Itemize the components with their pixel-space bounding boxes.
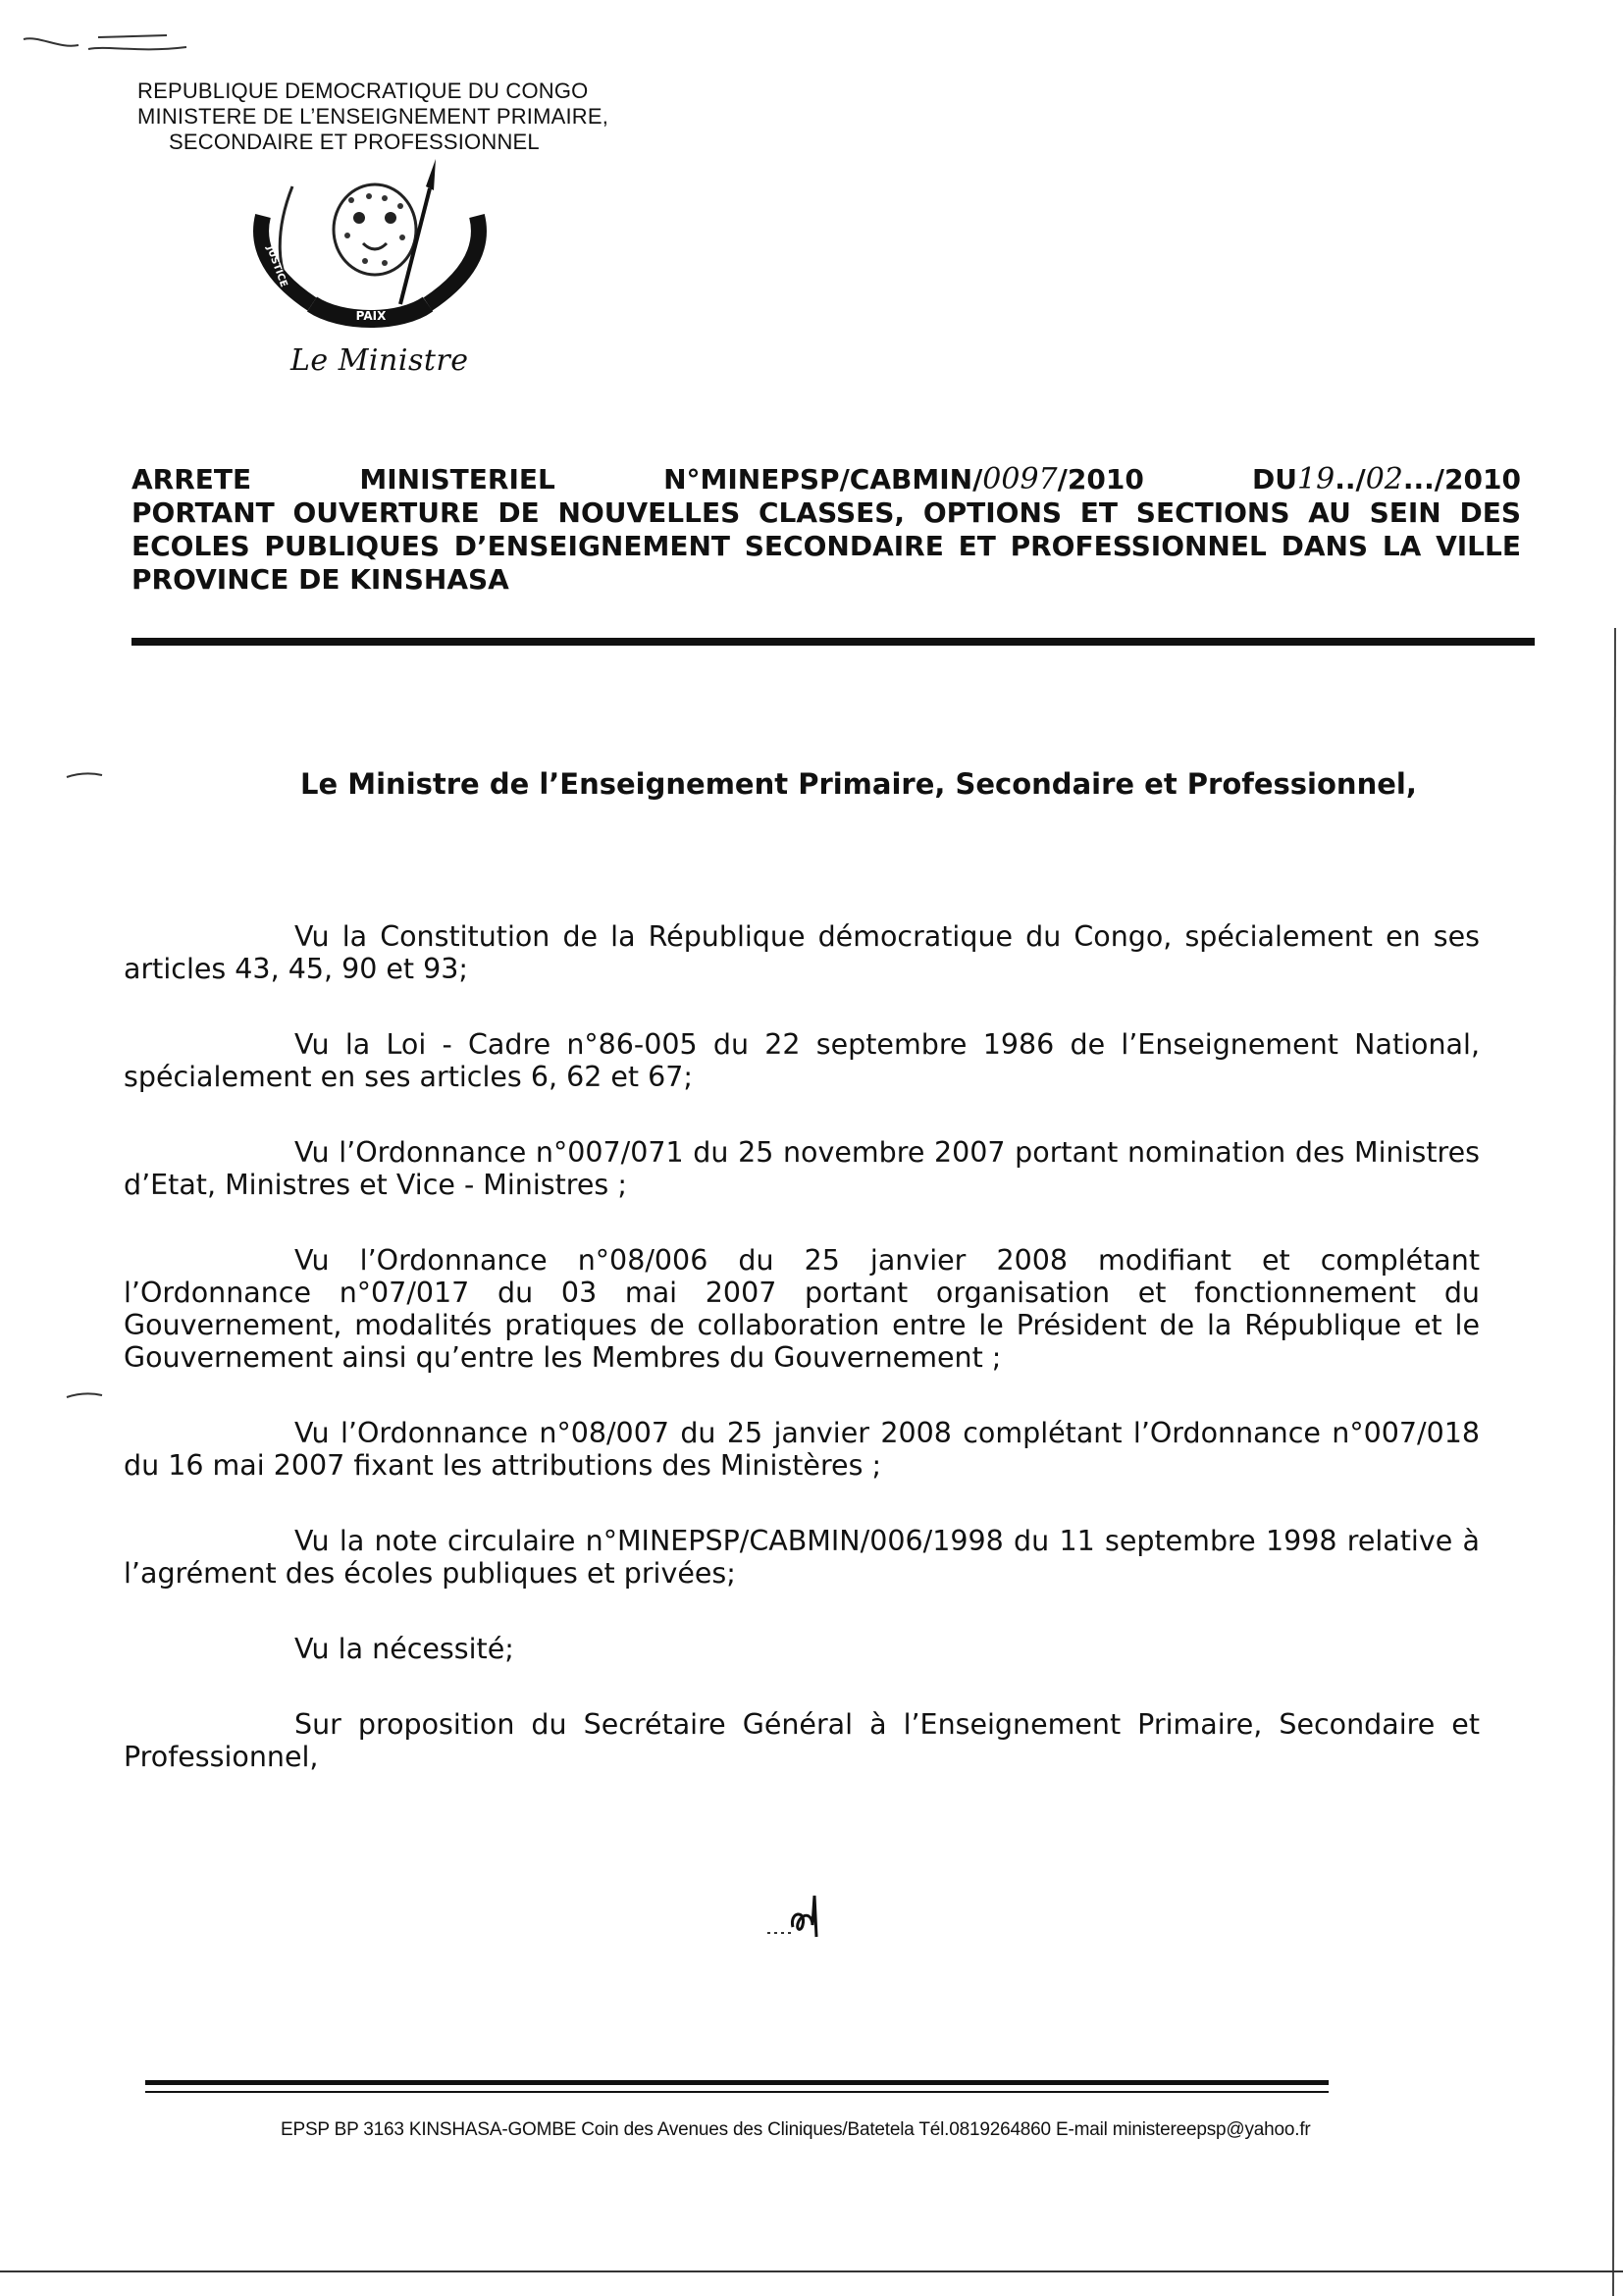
header-ministry: MINISTERE DE L’ENSEIGNEMENT PRIMAIRE, [137,104,609,129]
paragraph: Vu l’Ordonnance n°007/071 du 25 novembre 2007 portant nomination des Ministres d’Etat, Ministres et Vice - Ministres ; [124,1136,1480,1201]
emblem-motto-bottom: PAIX [355,309,387,323]
emblem-motto-right: TRAVAIL [449,189,476,237]
paragraph: Vu l’Ordonnance n°08/006 du 25 janvier 2008 modifiant et complétant l’Ordonnance n°07/017 du 03 mai 2007 portant organisation et fonctionnement du Gouvernement, modalités pratiques de collaboration entre le Président de la République et le Gouvernement ainsi qu’entre les Membres du Gouvernement ; [124,1244,1480,1374]
emblem-motto-left: JUSTICE [264,244,289,289]
paragraph: Vu la Loi - Cadre n°86-005 du 22 septembre 1986 de l’Enseignement National, spécialement en ses articles 6, 62 et 67; [124,1028,1480,1093]
decree-word-arrete: ARRETE [131,463,252,496]
decree-title-subject: PORTANT OUVERTURE DE NOUVELLES CLASSES, OPTIONS ET SECTIONS AU SEIN DES ECOLES PUBLIQUES D’ENSEIGNEMENT SECONDAIRE ET PROFESSIONNEL DANS LA VILLE PROVINCE DE KINSHASA [131,496,1521,596]
decree-word-ministeriel: MINISTERIEL [359,463,555,496]
decree-number: N°MINEPSP/CABMIN/0097/2010 [663,462,1144,496]
header-country: REPUBLIQUE DEMOCRATIQUE DU CONGO [137,78,589,103]
scan-mark [65,1391,104,1401]
initials-signature [763,1882,842,1941]
coat-of-arms-emblem [253,157,489,343]
paragraph: Vu la Constitution de la République démocratique du Congo, spécialement en ses articles 43, 45, 90 et 93; [124,920,1480,985]
minister-caption: Le Ministre [290,343,469,378]
ministry-header [137,78,726,155]
decree-number-handwritten: 0097 [982,462,1058,496]
paragraph: Vu l’Ordonnance n°08/007 du 25 janvier 2008 complétant l’Ordonnance n°007/018 du 16 mai 2007 fixant les attributions des Ministères ; [124,1417,1480,1482]
decree-date: DU19../02.../2010 [1252,462,1521,496]
footer-divider [145,2080,1329,2085]
decree-title [131,463,1521,597]
decree-body [124,920,1480,1816]
footer-divider-thin [145,2091,1329,2093]
scan-mark [65,771,104,781]
decree-title-first-line [131,463,1521,496]
footer-contact: EPSP BP 3163 KINSHASA-GOMBE Coin des Avenues des Cliniques/Batetela Tél.0819264860 E-mail ministereepsp@yahoo.fr [281,2119,1311,2140]
decree-month-handwritten: 02 [1365,462,1403,496]
decree-day-handwritten: 19 [1297,462,1335,496]
header-ministry-cont: SECONDAIRE ET PROFESSIONNEL [169,130,540,154]
scan-edge [1609,628,1619,2296]
paragraph: Vu la nécessité; [294,1633,514,1665]
title-divider [131,638,1535,646]
paragraph: Sur proposition du Secrétaire Général à l’Enseignement Primaire, Secondaire et Professionnel, [124,1708,1480,1773]
scan-edge [0,2270,1623,2272]
paragraph: Vu la note circulaire n°MINEPSP/CABMIN/006/1998 du 11 septembre 1998 relative à l’agrément des écoles publiques et privées; [124,1525,1480,1590]
addressee-heading: Le Ministre de l’Enseignement Primaire, Secondaire et Professionnel, [300,767,1417,801]
scan-mark [20,27,196,63]
